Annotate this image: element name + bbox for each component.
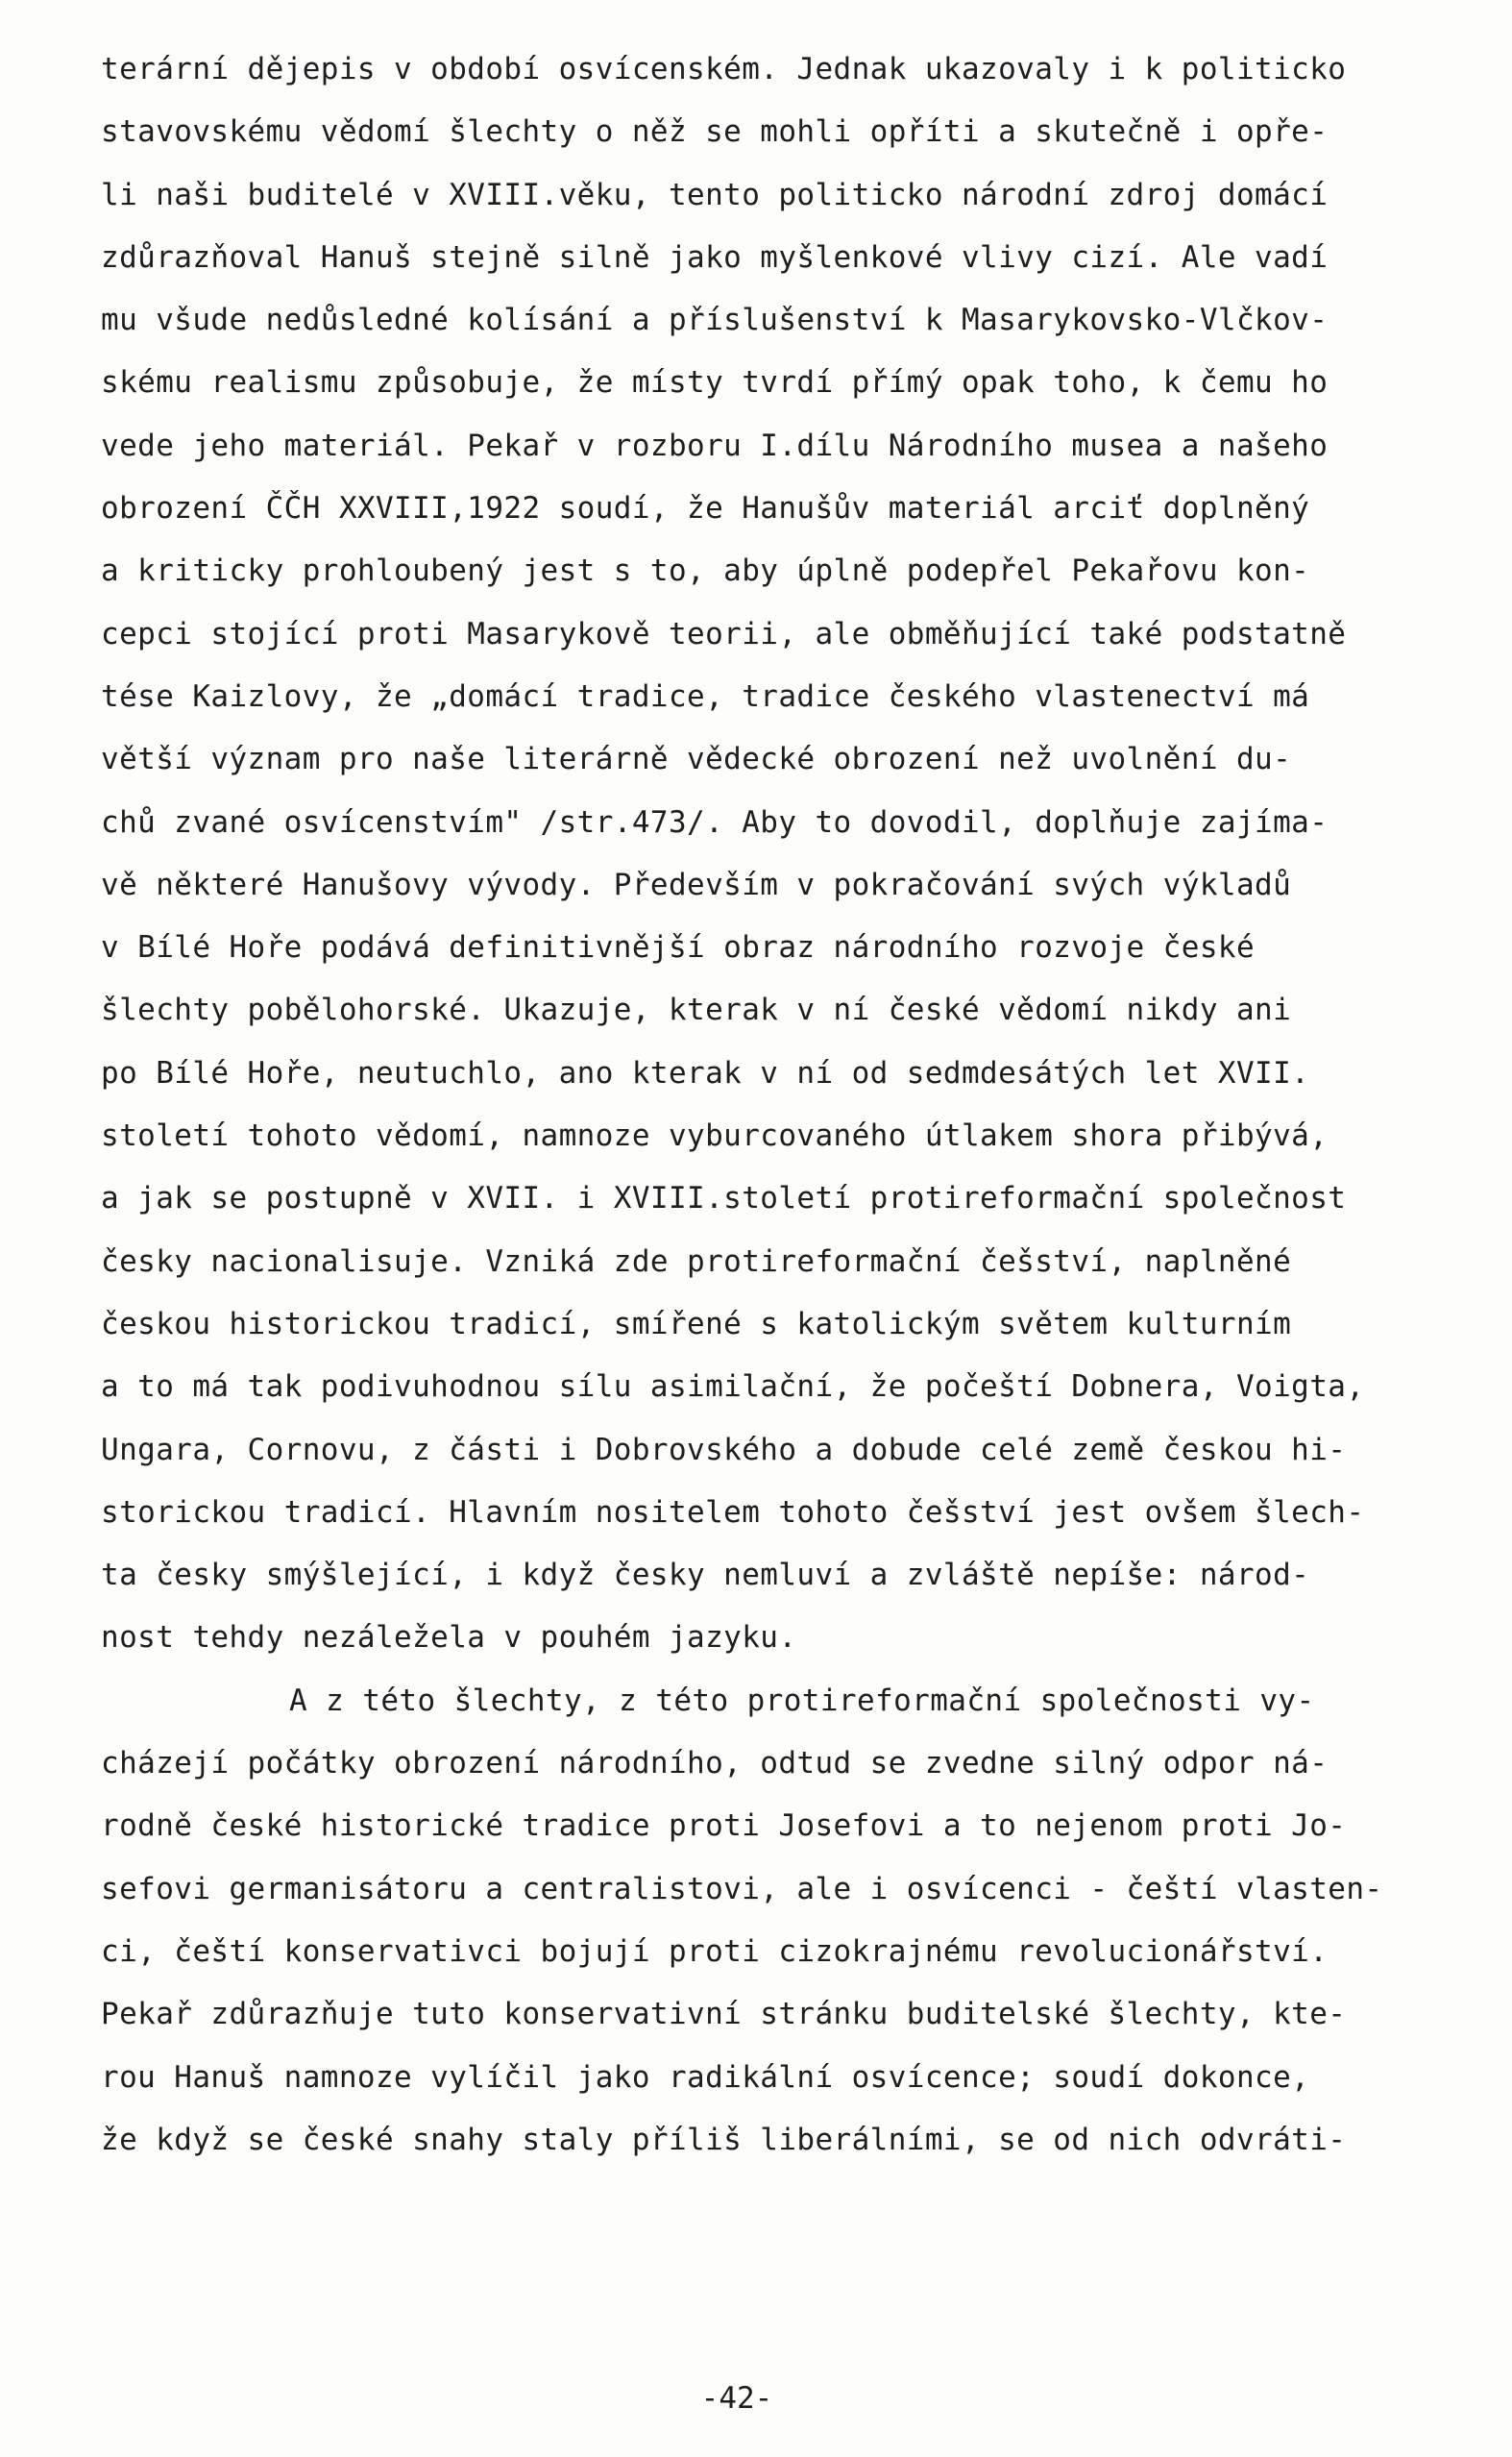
text-line: ta česky smýšlející, i když česky nemluví a zvláště nepíše: národ- xyxy=(101,1558,1310,1593)
page-number: -42- xyxy=(700,2381,773,2416)
text-line: li naši buditelé v XVIII.věku, tento politicko národní zdroj domácí xyxy=(101,177,1329,212)
text-line: v Bílé Hoře podává definitivnější obraz národního rozvoje české xyxy=(101,930,1256,966)
text-line: a jak se postupně v XVII. i XVIII.století protireformační společnost xyxy=(101,1181,1347,1216)
text-line: terární dějepis v období osvícenském. Jednak ukazovaly i k politicko xyxy=(101,52,1347,86)
text-line: století tohoto vědomí, namnoze vyburcovaného útlakem shora přibývá, xyxy=(101,1118,1329,1154)
paragraph-start-line: A z této šlechty, z této protireformační společnosti vy- xyxy=(289,1683,1315,1718)
text-line: ci, čeští konservativci bojují proti cizokrajnému revolucionářství. xyxy=(101,1933,1329,1969)
text-line: storickou tradicí. Hlavním nositelem tohoto češství jest ovšem šlech- xyxy=(101,1494,1365,1530)
text-line: větší význam pro naše literárně vědecké obrození než uvolnění du- xyxy=(101,742,1292,777)
text-line: a to má tak podivuhodnou sílu asimilační, že počeští Dobnera, Voigta, xyxy=(101,1369,1365,1405)
text-line: obrození ČČH XXVIII,1922 soudí, že Hanušův materiál arciť doplněný xyxy=(101,491,1310,527)
text-line: českou historickou tradicí, smířené s katolickým světem kulturním xyxy=(101,1306,1292,1341)
text-line: česky nacionalisuje. Vzniká zde protireformační češství, naplněné xyxy=(101,1243,1292,1279)
text-line: po Bílé Hoře, neutuchlo, ano kterak v ní od sedmdesátých let XVII. xyxy=(101,1055,1310,1091)
text-line: tése Kaizlovy, že „domácí tradice, tradice českého vlastenectví má xyxy=(101,678,1310,714)
text-line: a kriticky prohloubený jest s to, aby úplně podepřel Pekařovu kon- xyxy=(101,553,1310,589)
text-line: stavovskému vědomí šlechty o něž se mohli opříti a skutečně i opře- xyxy=(101,114,1329,150)
text-line: šlechty pobělohorské. Ukazuje, kterak v ní české vědomí nikdy ani xyxy=(101,993,1292,1028)
text-line: mu všude nedůsledné kolísání a příslušenství k Masarykovsko-Vlčkov- xyxy=(101,303,1329,338)
text-line: chů zvané osvícenstvím" /str.473/. Aby to dovodil, doplňuje zajíma- xyxy=(101,804,1329,840)
text-line: vě některé Hanušovy vývody. Především v pokračování svých výkladů xyxy=(101,867,1292,902)
text-line: cepci stojící proti Masarykově teorii, ale obměňující také podstatně xyxy=(101,616,1347,651)
text-line: nost tehdy nezáležela v pouhém jazyku. xyxy=(101,1620,797,1656)
text-line: že když se české snahy staly příliš liberálními, se od nich odvráti- xyxy=(101,2122,1347,2157)
text-line: vede jeho materiál. Pekař v rozboru I.dílu Národního musea a našeho xyxy=(101,428,1329,463)
text-line: cházejí počátky obrození národního, odtud se zvedne silný odpor ná- xyxy=(101,1746,1329,1781)
body-text xyxy=(101,38,1427,2172)
text-line: Ungara, Cornovu, z části i Dobrovského a dobude celé země českou hi- xyxy=(101,1432,1347,1467)
text-line: skému realismu způsobuje, že místy tvrdí přímý opak toho, k čemu ho xyxy=(101,365,1329,401)
text-line: rodně české historické tradice proti Josefovi a to nejenom proti Jo- xyxy=(101,1808,1347,1844)
text-line: Pekař zdůrazňuje tuto konservativní stránku buditelské šlechty, kte- xyxy=(101,1997,1347,2032)
text-line: rou Hanuš namnoze vylíčil jako radikální osvícence; soudí dokonce, xyxy=(101,2059,1310,2095)
text-line: zdůrazňoval Hanuš stejně silně jako myšlenkové vlivy cizí. Ale vadí xyxy=(101,239,1329,275)
text-line: sefovi germanisátoru a centralistovi, ale i osvícenci - čeští vlasten- xyxy=(101,1871,1383,1906)
